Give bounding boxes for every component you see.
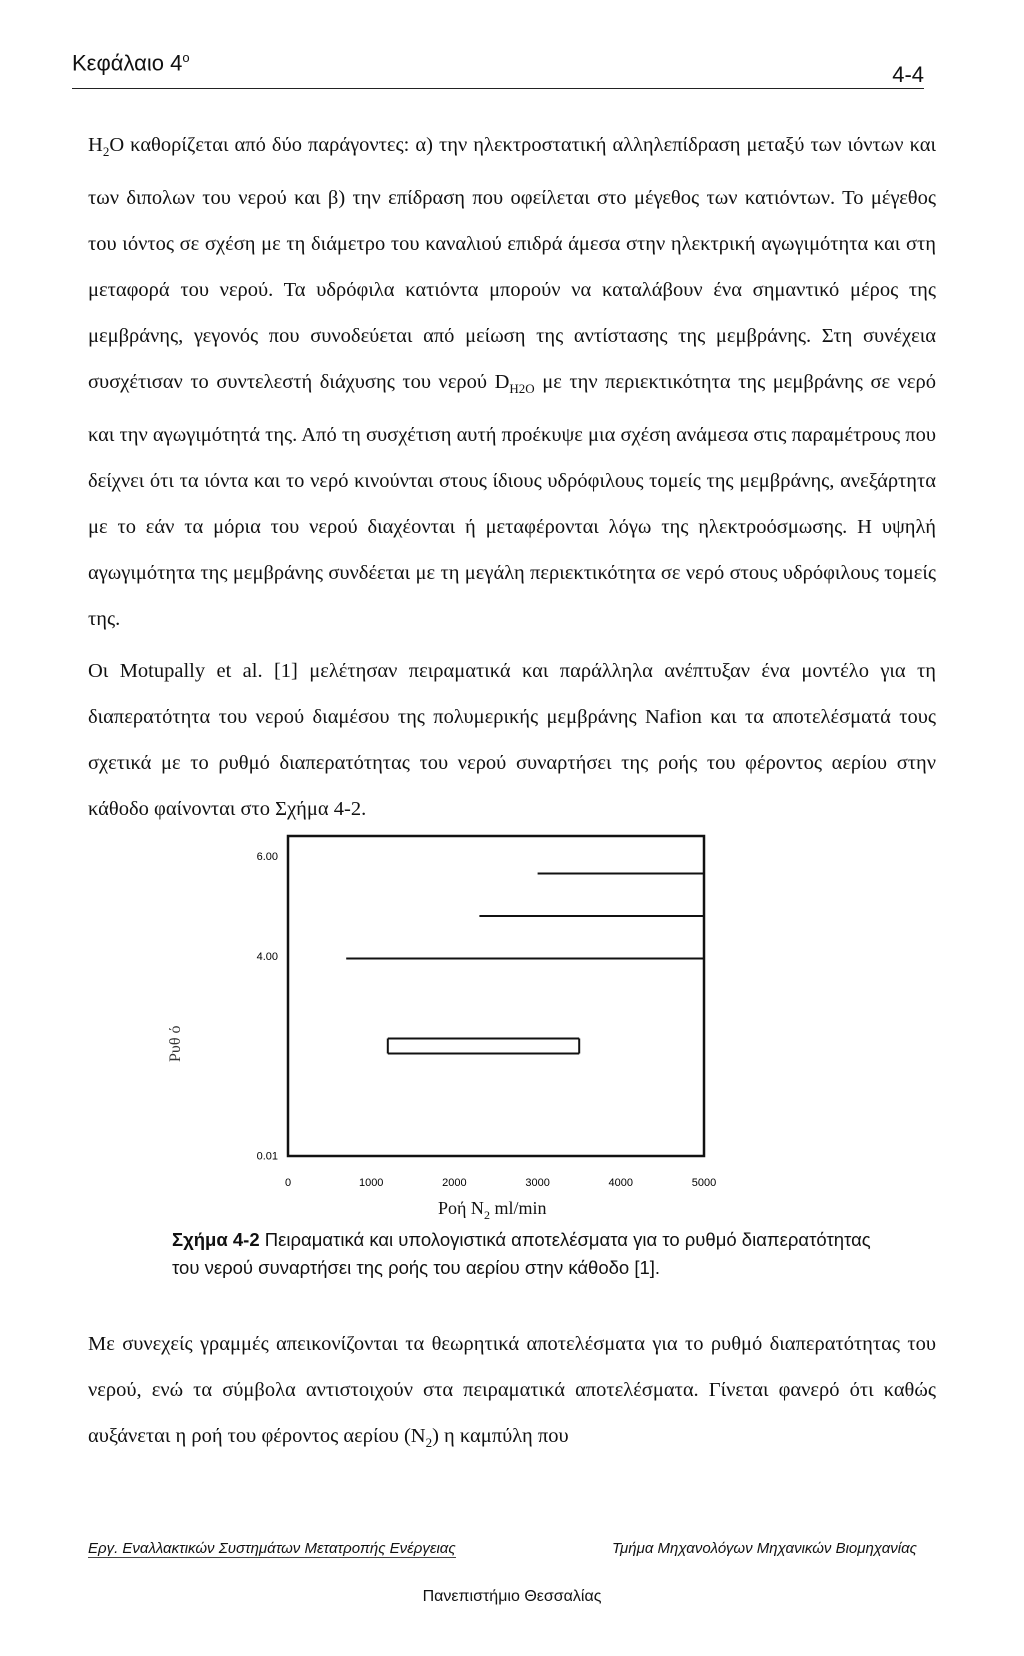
paragraph-2: Οι Motupally et al. [1] μελέτησαν πειραματικά και παράλληλα ανέπτυξαν ένα μοντέλο για τη διαπερατότητα του νερού διαμέσου της πολυμερικής μεμβράνης Nafion και τα αποτελέσματά τους σχετικά με το ρυθμό διαπερατότητας του νερού συναρτήσει της ροής του φέροντος αερίου στην κάθοδο φαίνονται στο Σχήμα 4-2. [88,660,936,820]
x-tick-labels [285,1177,716,1189]
x-tick-label: 2000 [442,1177,467,1189]
x-tick-label: 0 [284,1177,292,1189]
y-tick-labels [257,851,278,1163]
paragraph-3-rest: ) η καμπύλη που [432,1425,569,1447]
x-tick-label: 3000 [525,1177,550,1189]
paragraph-3 [88,1321,936,1466]
x-axis-label-unit: ml/min [489,1198,547,1218]
chart-series [346,874,704,1054]
plot-frame [288,836,704,1156]
page-number: 4-4 [892,62,924,87]
y-tick-label: 0.01 [256,1150,278,1163]
dh2o-subscript: H2O [509,381,535,397]
y-tick-label: 4.00 [256,951,278,963]
water-permeation-chart [150,826,730,1226]
paragraph-1 [88,122,936,642]
y-axis-label: Ρυθ ό [167,1025,184,1062]
y-tick-label: 6.00 [256,851,278,863]
figure-4-2 [150,826,730,1226]
x-axis-label-sub: 2 [483,1208,490,1222]
chapter-superscript: ο [182,50,190,65]
h2o-text: H [88,134,103,156]
paragraph-1-text: O καθορίζεται από δύο παράγοντες: α) την ηλεκτροστατική αλληλεπίδραση μεταξύ των ιόντων και των διπολων του νερού και β) την επίδραση που οφείλεται στο μέγεθος των κατιόντων. Το μέγεθος του ιόντος σε σχέση με τη διάμετρο του καναλιού επιδρά άμεσα στην ηλεκτρική αγωγιμότητα και στη μεταφορά του νερού. Τα υδρόφιλα κατιόντα μπορούν να καταλάβουν ένα σημαντικό μέρος της μεμβράνης, γεγονός που συνοδεύεται από μείωση της αντίστασης της μεμβράνης. Στη συνέχεια συσχέτισαν το συντελεστή διάχυσης του νερού D [88,134,936,394]
n2-subscript: 2 [425,1435,433,1451]
paragraph-3-text: Με συνεχείς γραμμές απεικονίζονται τα θεωρητικά αποτελέσματα για το ρυθμό διαπερατότητας του νερού, ενώ τα σύμβολα αντιστοιχούν στα πειραματικά αποτελέσματα. Γίνεται φανερό ότι καθώς αυξάνεται η ροή του φέροντος αερίου (N [88,1333,936,1447]
chapter-title [72,50,190,76]
footer-lab: Εργ. Εναλλακτικών Συστημάτων Μετατροπής Ενέργειας [88,1540,456,1557]
footer-university: Πανεπιστήμιο Θεσσαλίας [422,1588,602,1605]
footer-department: Τμήμα Μηχανολόγων Μηχανικών Βιομηχανίας [612,1540,917,1557]
h2o-subscript: 2 [102,144,110,160]
page-header [72,48,924,89]
x-axis-label [438,1198,546,1222]
caption-label: Σχήμα 4-2 [172,1229,260,1250]
x-axis-label-main: Ροή N [438,1198,484,1218]
chapter-label: Κεφάλαιο 4 [72,50,183,76]
x-tick-label: 5000 [691,1177,717,1189]
paragraph-1-rest: με την περιεκτικότητα της μεμβράνης σε νερό και την αγωγιμότητά της. Από τη συσχέτιση αυτή προέκυψε μια σχέση ανάμεσα στις παραμέτρους που δείχνει ότι τα ιόντα και το νερό κινούνται στους ίδιους υδρόφιλους τομείς της μεμβράνης, ανεξάρτητα με το εάν τα μόρια του νερού διαχέονται ή μεταφέρονται λόγω της ηλεκτροόσμωσης. Η υψηλή αγωγιμότητα της μεμβράνης συνδέεται με τη μεγάλη περιεκτικότητα σε νερό στους υδρόφιλους τομείς της. [88,371,937,631]
x-tick-label: 4000 [608,1177,634,1189]
x-tick-label: 1000 [358,1177,384,1189]
caption-text: Πειραματικά και υπολογιστικά αποτελέσματα για το ρυθμό διαπερατότητας του νερού συναρτήσει της ροής του αερίου στην κάθοδο [1]. [172,1229,871,1278]
figure-caption [172,1226,892,1282]
